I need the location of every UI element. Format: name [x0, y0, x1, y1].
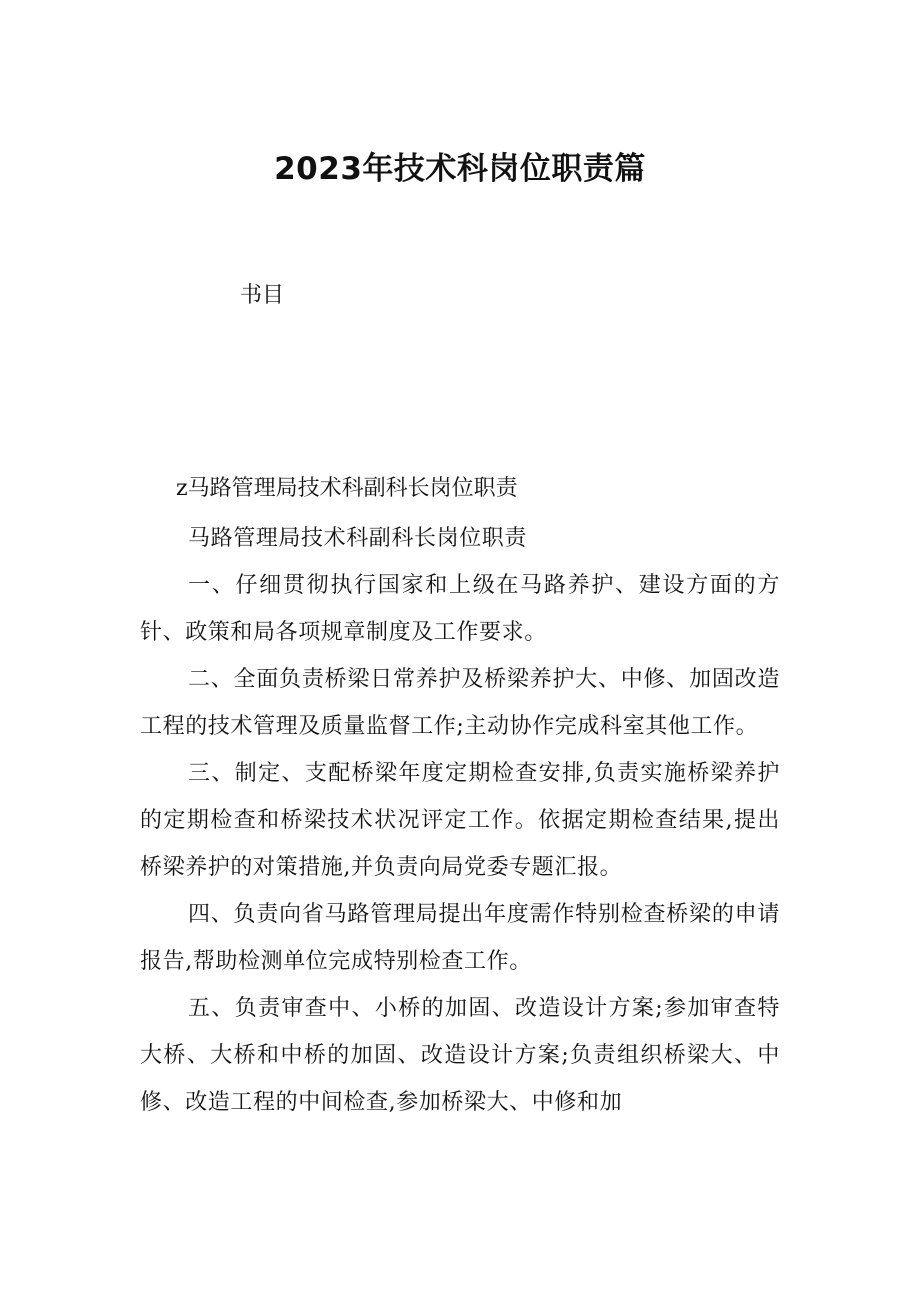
paragraph-4: 四、负责向省马路管理局提出年度需作特别检查桥梁的申请报告,帮助检测单位完成特别检查工作。 [140, 902, 780, 974]
toc-heading: 书目 [240, 283, 285, 308]
paragraph-3: 三、制定、支配桥梁年度定期检查安排,负责实施桥梁养护的定期检查和桥梁技术状况评定工作。依据定期检查结果,提出桥梁养护的对策措施,并负责向局党委专题汇报。 [140, 761, 780, 880]
section-heading: 马路管理局技术科副科长岗位职责 [188, 526, 528, 551]
paragraph-5: 五、负责审查中、小桥的加固、改造设计方案;参加审查特大桥、大桥和中桥的加固、改造设计方案;负责组织桥梁大、中修、改造工程的中间检查,参加桥梁大、中修和加 [140, 996, 780, 1115]
toc-entry: z马路管理局技术科副科长岗位职责 [176, 476, 518, 501]
paragraph-1: 一、仔细贯彻执行国家和上级在马路养护、建设方面的方针、政策和局各项规章制度及工作要求。 [140, 573, 780, 645]
document-title: 2023年技术科岗位职责篇 [274, 151, 646, 187]
body-text [140, 515, 780, 1126]
paragraph-2: 二、全面负责桥梁日常养护及桥梁养护大、中修、加固改造工程的技术管理及质量监督工作;主动协作完成科室其他工作。 [140, 667, 780, 739]
